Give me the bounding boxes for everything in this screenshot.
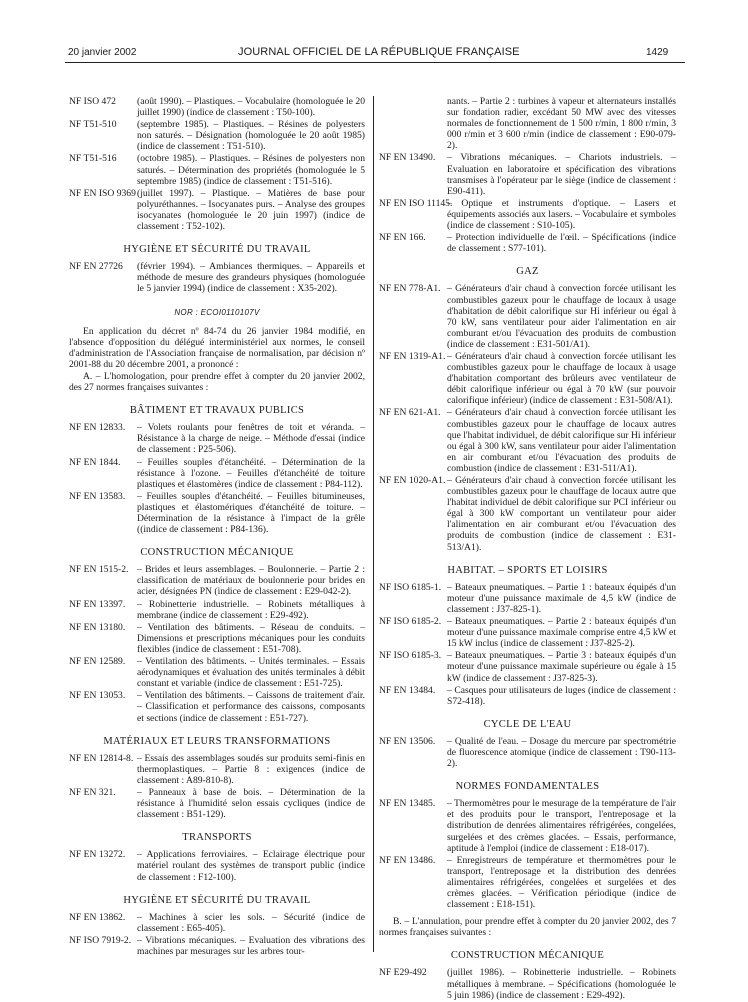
- norm-code: NF EN 1844.: [69, 456, 121, 468]
- norm-code: NF EN 13053.: [69, 690, 126, 702]
- section-heading: CONSTRUCTION MÉCANIQUE: [140, 547, 294, 559]
- norm-text: – Bateaux pneumatiques. – Partie 3 : bateaux équipés d'un moteur d'une puissance maximale supérieure ou égale à 15 kW (indice de classement : J37-825-3).: [447, 650, 676, 684]
- norm-code: NF EN 13506.: [379, 735, 436, 747]
- norm-code: NF T51-516: [69, 153, 117, 165]
- norm-text: (août 1990). – Plastiques. – Vocabulaire (homologuée le 20 juillet 1990) (indice de classement : T50-100).: [137, 96, 365, 119]
- norm-entry: [379, 616, 676, 649]
- norm-code: NF EN 12833.: [69, 422, 126, 434]
- norm-code: NF ISO 7919-2.: [69, 934, 132, 946]
- norm-entry: [69, 787, 365, 820]
- norm-entry: [379, 582, 676, 615]
- norm-text: – Volets roulants pour fenêtres de toit et véranda. – Résistance à la charge de neige. – Méthode d'essai (indice de classement : P25-506).: [137, 422, 365, 456]
- norm-entry: [69, 690, 365, 723]
- norm-entry: [69, 912, 365, 934]
- norm-entry: [379, 855, 676, 910]
- norm-entry: [69, 153, 365, 186]
- norm-code: NF EN 1319-A1.: [379, 350, 446, 362]
- norm-entry: [69, 491, 365, 535]
- column-divider: [373, 96, 374, 952]
- section-heading: HYGIÈNE ET SÉCURITÉ DU TRAVAIL: [123, 894, 311, 906]
- norm-code: NF EN 13862.: [69, 911, 126, 923]
- norm-entry: [379, 736, 676, 769]
- norm-code: NF EN 13397.: [69, 598, 126, 610]
- section-heading: CONSTRUCTION MÉCANIQUE: [450, 950, 605, 962]
- norm-code: NF T51-510: [69, 119, 117, 131]
- norm-code: NF EN 166.: [379, 232, 426, 244]
- section-heading: HABITAT. – SPORTS ET LOISIRS: [447, 564, 608, 576]
- norm-text: – Machines à scier les sols. – Sécurité (indice de classement : E65-405).: [137, 911, 365, 934]
- norm-text: – Générateurs d'air chaud à convection forcée utilisant les combustibles gazeux pour le chauffage de locaux autres que l'habitat individuel, de débit calorifique sur Hi inférieur ou égal à 300 kW, sans ventilateur pour aider l'alimentation en air comburant et/ou l'évacuation des produits de combustion (indice de classement : E31-511/A1).: [447, 407, 676, 474]
- norm-text: – Bateaux pneumatiques. – Partie 1 : bateaux équipés d'un moteur d'une puissance maximale de 4,5 kW (indice de classement : J37-825-1).: [447, 581, 676, 615]
- norm-code: NF EN 13484.: [379, 684, 436, 696]
- section-heading: HYGIÈNE ET SÉCURITÉ DU TRAVAIL: [123, 244, 311, 256]
- intro-b-paragraph: B. – L'annulation, pour prendre effet à compter du 20 janvier 2002, des 7 normes françaises suivantes :: [379, 916, 676, 939]
- norm-entry: [379, 967, 676, 1000]
- norm-entry: [379, 650, 676, 683]
- page-number: 1429: [646, 47, 669, 58]
- norm-entry: [69, 753, 365, 786]
- section-heading: MATÉRIAUX ET LEURS TRANSFORMATIONS: [103, 735, 331, 747]
- norm-entry: [379, 283, 676, 350]
- norm-text: – Vibrations mécaniques. – Evaluation des vibrations des machines par mesurages sur les arbres tour-: [137, 934, 365, 957]
- continued-entry: nants. – Partie 2 : turbines à vapeur et alternateurs installés sur fondation radier, excédant 50 MW avec des vitesses normales de fonctionnement de 1 500 r/min, 1 800 r/min, 3 000 r/min et 3 600 r/min (indice de classement : E90-079-2).: [447, 96, 676, 152]
- norm-code: NF EN 27726: [69, 261, 123, 273]
- norm-code: NF ISO 6185-1.: [379, 581, 442, 593]
- norm-text: – Panneaux à base de bois. – Détermination de la résistance à l'humidité selon essais cycliques (indice de classement : B51-129).: [137, 786, 365, 821]
- norm-text: – Feuilles souples d'étanchéité. – Détermination de la résistance à l'ozone. – Feuilles d'étanchéité de toiture plastiques et élastomères (indice de classement : P84-112).: [137, 456, 365, 490]
- norm-entry: [69, 96, 365, 118]
- left-column: [69, 96, 365, 958]
- norm-code: NF EN 621-A1.: [379, 407, 441, 419]
- norm-code: NF EN ISO 11145.: [379, 197, 453, 209]
- norm-entry: [69, 599, 365, 621]
- norm-entry: [379, 232, 676, 254]
- norm-entry: [379, 351, 676, 406]
- nor-reference: NOR : ECOI0110107V: [174, 307, 260, 317]
- norm-code: NF EN 12814-8.: [69, 752, 134, 764]
- intro-paragraph: En application du décret nº 84-74 du 26 janvier 1984 modifié, en l'absence d'opposition du délégué interministériel aux normes, le conseil d'administration de l'Association française de normalisation, par décision nº 2001-88 du 20 décembre 2001, a prononcé :: [69, 325, 365, 370]
- norm-text: – Bateaux pneumatiques. – Partie 2 : bateaux équipés d'un moteur d'une puissance maximale comprise entre 4,5 kW et 15 kW inclus (indice de classement : J37-825-2).: [447, 616, 676, 650]
- norm-code: NF EN 13180.: [69, 621, 126, 633]
- norm-text: – Ventilation des bâtiments. – Réseau de conduits. – Dimensions et prescriptions mécaniques pour les conduits flexibles (indice de classement : E51-708).: [137, 621, 365, 655]
- norm-entry: [69, 457, 365, 490]
- norm-code: NF EN 13486.: [379, 854, 436, 866]
- norm-entry: [379, 685, 676, 707]
- norm-text: – Essais des assemblages soudés sur produits semi-finis en thermoplastiques. – Partie 8 : exigences (indice de classement : A89-810-8).: [137, 752, 365, 786]
- norm-entry: [69, 849, 365, 882]
- norm-entry: [69, 261, 365, 294]
- issue-date: 20 janvier 2002: [68, 47, 137, 58]
- norm-text: – Thermomètres pour le mesurage de la température de l'air et des produits pour le transport, l'entreposage et la distribution de denrées alimentaires réfrigérées, congelées, surgelées et des crèmes glacées. – Essais, performance, aptitude à l'emploi (indice de classement : E18-017).: [447, 798, 676, 854]
- right-column: [379, 96, 676, 1002]
- norm-code: NF ISO 472: [69, 96, 116, 107]
- norm-code: NF EN 778-A1.: [379, 283, 441, 295]
- norm-text: – Applications ferroviaires. – Eclairage électrique pour matériel roulant des systèmes de transport public (indice de classement : F12-100).: [137, 849, 365, 883]
- section-heading: NORMES FONDAMENTALES: [455, 781, 600, 793]
- norm-text: – Ventilation des bâtiments. – Unités terminales. – Essais aérodynamiques et évaluation des unités terminales à débit constant et variable (indice de classement : E51-725).: [137, 656, 365, 690]
- norm-text: (septembre 1985). – Plastiques. – Résines de polyesters non saturés. – Désignation (homologuée le 20 août 1985) (indice de classement : T51-510).: [137, 119, 365, 153]
- norm-text: – Générateurs d'air chaud à convection forcée utilisant les combustibles gazeux pour le chauffage de locaux autre que l'habitat individuel de débit calorifique sur PCI inférieur ou égal à 300 kW comportant un ventilateur pour aider l'alimentation en air comburant et/ou l'évacuation des produits de combustion (indice de classement : E31-513/A1).: [447, 475, 676, 553]
- norm-code: NF ISO 6185-2.: [379, 616, 442, 628]
- norm-text: (juillet 1997). – Plastique. – Matières de base pour polyuréthannes. – Isocyanates purs. – Analyse des groupes isocyanates (homologuée le 20 juin 1997) (indice de classement : T52-102).: [137, 187, 365, 233]
- norm-text: (octobre 1985). – Plastiques. – Résines de polyesters non saturés. – Détermination des propriétés (homologuée le 5 septembre 1985) (indice de classement : T51-516).: [137, 153, 365, 187]
- norm-code: NF EN 13490.: [379, 152, 436, 164]
- norm-text: – Feuilles souples d'étanchéité. – Feuilles bitumineuses, plastiques et élastomériques d'étanchéité de toiture. – Détermination de la résistance à l'impact de la grêle ((indice de classement : P84-136).: [137, 490, 365, 536]
- norm-entry: [379, 798, 676, 853]
- norm-text: – Optique et instruments d'optique. – Lasers et équipements associés aux lasers. – Vocabulaire et symboles (indice de classement : S10-105).: [447, 197, 676, 232]
- norm-code: NF EN 13272.: [69, 849, 126, 861]
- norm-code: NF E29-492: [379, 967, 427, 979]
- norm-entry: [69, 622, 365, 655]
- section-heading: CYCLE DE L'EAU: [483, 718, 572, 730]
- norm-entry: [69, 119, 365, 152]
- norm-text: – Ventilation des bâtiments. – Caissons de traitement d'air. – Classification et performance des caissons, composants et sections (indice de classement : E51-727).: [137, 690, 365, 724]
- norm-entry: [69, 935, 365, 957]
- norm-text: – Qualité de l'eau. – Dosage du mercure par spectrométrie de fluorescence atomique (indice de classement : T90-113-2).: [447, 735, 676, 770]
- norm-entry: [69, 564, 365, 597]
- section-heading: BÂTIMENT ET TRAVAUX PUBLICS: [129, 405, 305, 417]
- norm-text: – Vibrations mécaniques. – Chariots industriels. – Evaluation en laboratoire et spécification des vibrations transmises à l'opérateur par le siège (indice de classement : E90-411).: [447, 152, 676, 197]
- norm-code: NF ISO 6185-3.: [379, 650, 442, 662]
- intro-a-paragraph: A. – L'homologation, pour prendre effet à compter du 20 janvier 2002, des 27 normes françaises suivantes :: [69, 370, 365, 394]
- norm-code: NF EN 321.: [69, 786, 116, 798]
- norm-entry: [379, 475, 676, 553]
- norm-text: (juillet 1986). – Robinetterie industrielle. – Robinets métalliques à membrane. – Spécifications (homologuée le 5 juin 1986) (indice de classement : E29-492).: [447, 967, 676, 1001]
- norm-text: – Générateurs d'air chaud à convection forcée utilisant les combustibles gazeux pour le chauffage de locaux à usage d'habitation comportant des brûleurs avec ventilateur de débit calorifique inférieur ou égal à 70 kW (sur pouvoir calorifique inférieur) (indice de classement : E31-508/A1).: [447, 350, 676, 407]
- norm-text: – Robinetterie industrielle. – Robinets métalliques à membrane (indice de classement : E29-492).: [137, 598, 365, 621]
- norm-text: – Générateurs d'air chaud à convection forcée utilisant les combustibles gazeux pour le chauffage de locaux à usage d'habitation de débit calorifique sur Hi inférieur ou égal à 70 kW, sans ventilateur pour aider l'alimentation en air comburant et/ou l'évacuation des produits de combustion (indice de classement : E31-501/A1).: [447, 283, 676, 350]
- norm-entry: [379, 198, 676, 231]
- norm-entry: [379, 407, 676, 474]
- norm-entry: [69, 422, 365, 455]
- norm-text: (février 1994). – Ambiances thermiques. – Appareils et méthode de mesure des grandeurs physiques (homologuée le 5 janvier 1994) (indice de classement : X35-202).: [137, 261, 365, 295]
- norm-code: NF EN 1020-A1.: [379, 475, 446, 486]
- norm-code: NF EN 13583.: [69, 490, 126, 502]
- page-header: [0, 0, 748, 60]
- norm-text: – Brides et leurs assemblages. – Boulonnerie. – Partie 2 : classification de matériaux de boulonnerie pour brides en acier, désignées PN (indice de classement : E29-042-2).: [137, 564, 365, 598]
- norm-code: NF EN ISO 9369: [69, 187, 136, 199]
- journal-title: JOURNAL OFFICIEL DE LA RÉPUBLIQUE FRANÇAISE: [238, 46, 520, 58]
- norm-text: – Enregistreurs de température et thermomètres pour le transport, l'entreposage et la distribution des denrées alimentaires réfrigérées, congelées et surgelées et des crèmes glacées. – Vérification périodique (indice de classement : E18-151).: [447, 854, 676, 911]
- norm-code: NF EN 13485.: [379, 798, 436, 810]
- norm-entry: [379, 152, 676, 196]
- section-heading: GAZ: [516, 266, 539, 278]
- norm-code: NF EN 12589.: [69, 656, 126, 668]
- norm-text: – Protection individuelle de l'œil. – Spécifications (indice de classement : S77-101).: [447, 232, 676, 255]
- norm-code: NF EN 1515-2.: [69, 564, 129, 576]
- norm-text: – Casques pour utilisateurs de luges (indice de classement : S72-418).: [447, 684, 676, 707]
- norm-entry: [69, 188, 365, 232]
- header-rule: [65, 62, 685, 63]
- section-heading: TRANSPORTS: [182, 832, 252, 844]
- norm-entry: [69, 656, 365, 689]
